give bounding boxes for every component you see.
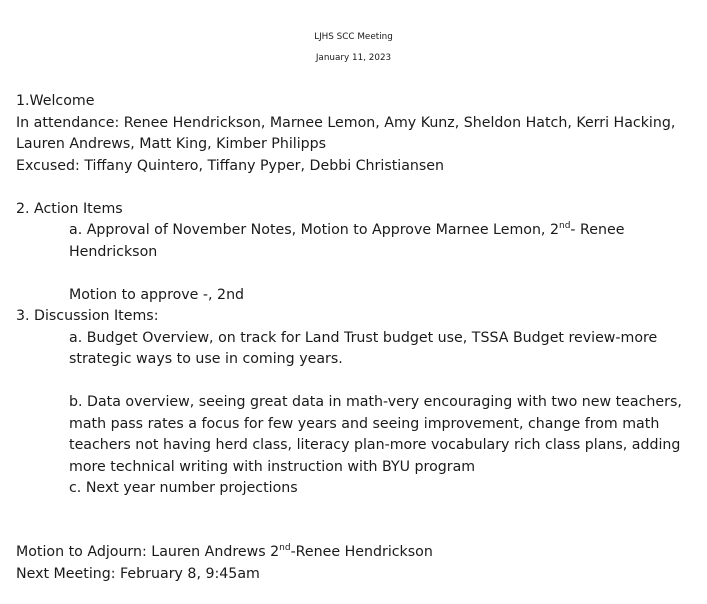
adjourn-text-end: -Renee Hendrickson	[290, 544, 433, 560]
discussion-item-a-line-2: strategic ways to use in coming years.	[69, 351, 343, 367]
discussion-item-a-line-1: a. Budget Overview, on track for Land Trust budget use, TSSA Budget review-more	[69, 330, 658, 346]
discussion-item-b-line-2: math pass rates a focus for few years and seeing improvement, change from math	[69, 416, 660, 432]
motion-to-approve: Motion to approve -, 2nd	[69, 287, 245, 303]
discussion-items-heading: 3. Discussion Items:	[16, 308, 159, 324]
meeting-date: January 11, 2023	[315, 53, 392, 63]
ordinal-suffix: nd	[558, 221, 571, 231]
adjourn-text: Motion to Adjourn: Lauren Andrews 2	[16, 544, 280, 560]
action-items-heading: 2. Action Items	[16, 201, 123, 217]
action-item-a-line-2: Hendrickson	[69, 244, 158, 260]
page-title: LJHS SCC Meeting	[314, 32, 393, 42]
discussion-item-c: c. Next year number projections	[69, 480, 298, 496]
action-item-a-line-1	[69, 220, 624, 242]
adjourn-line	[16, 542, 433, 564]
next-meeting: Next Meeting: February 8, 9:45am	[16, 566, 260, 582]
discussion-item-b-line-3: teachers not having herd class, literacy plan-more vocabulary rich class plans, adding	[69, 437, 681, 453]
ordinal-suffix: nd	[279, 543, 291, 553]
discussion-item-b-line-1: b. Data overview, seeing great data in math-very encouraging with two new teachers,	[69, 394, 682, 410]
attendance-line-1: In attendance: Renee Hendrickson, Marnee Lemon, Amy Kunz, Sheldon Hatch, Kerri Hacking,	[16, 115, 676, 131]
welcome-heading: 1.Welcome	[16, 93, 95, 109]
action-item-a-text-end: - Renee	[570, 222, 625, 238]
discussion-item-b-line-4: more technical writing with instruction with BYU program	[69, 459, 476, 475]
attendance-line-2: Lauren Andrews, Matt King, Kimber Philipps	[16, 136, 327, 152]
excused-line: Excused: Tiffany Quintero, Tiffany Pyper, Debbi Christiansen	[16, 158, 445, 174]
action-item-a-text: a. Approval of November Notes, Motion to Approve Marnee Lemon, 2	[69, 222, 559, 238]
